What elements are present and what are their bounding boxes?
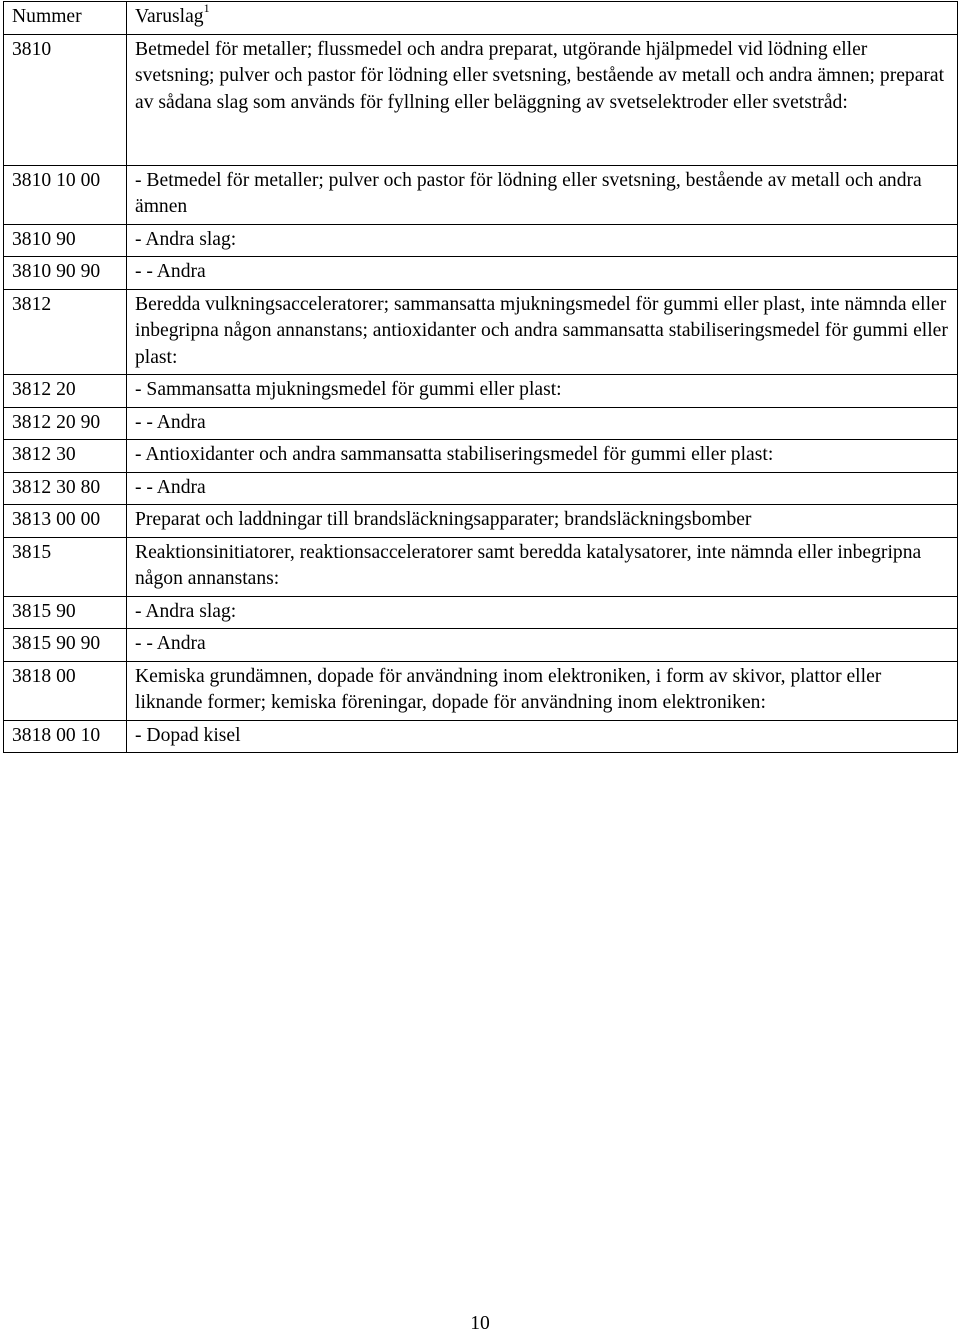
table-row (4, 165, 958, 224)
table-row (4, 537, 958, 596)
table-header-row (4, 2, 958, 35)
row-description: - Betmedel för metaller; pulver och pastor för lödning eller svetsning, bestående av metall och andra ämnen (127, 165, 958, 224)
row-number: 3815 (4, 537, 127, 596)
row-description: Reaktionsinitiatorer, reaktionsacceleratorer samt beredda katalysatorer, inte nämnda eller inbegripna någon annanstans: (127, 537, 958, 596)
row-number: 3812 20 (4, 375, 127, 408)
row-number: 3812 (4, 289, 127, 375)
row-number: 3815 90 (4, 596, 127, 629)
table-row (4, 472, 958, 505)
row-description: - Antioxidanter och andra sammansatta stabiliseringsmedel för gummi eller plast: (127, 440, 958, 473)
table-row (4, 257, 958, 290)
footnote-marker: 1 (203, 1, 210, 16)
row-description: - Andra slag: (127, 224, 958, 257)
table-row (4, 720, 958, 753)
table-row (4, 505, 958, 538)
row-number: 3813 00 00 (4, 505, 127, 538)
table-row (4, 34, 958, 165)
table-row (4, 596, 958, 629)
column-header-description-label: Varuslag (135, 6, 204, 27)
table-row (4, 629, 958, 662)
row-number: 3815 90 90 (4, 629, 127, 662)
row-number: 3818 00 (4, 661, 127, 720)
row-description: - - Andra (127, 407, 958, 440)
row-description: - - Andra (127, 629, 958, 662)
row-description: - - Andra (127, 257, 958, 290)
row-number: 3818 00 10 (4, 720, 127, 753)
table-row (4, 375, 958, 408)
row-number: 3812 30 (4, 440, 127, 473)
row-description: Preparat och laddningar till brandsläckningsapparater; brandsläckningsbomber (127, 505, 958, 538)
table-row (4, 407, 958, 440)
row-number: 3810 (4, 34, 127, 165)
row-number: 3812 30 80 (4, 472, 127, 505)
column-header-number: Nummer (4, 2, 127, 35)
table-row (4, 440, 958, 473)
row-description: Betmedel för metaller; flussmedel och andra preparat, utgörande hjälpmedel vid lödning eller svetsning; pulver och pastor för lödning eller svetsning, bestående av metall och andra ämnen; preparat av sådana slag som används för fyllning eller beläggning av svetselektroder eller svetstråd: (127, 34, 958, 165)
row-description: - - Andra (127, 472, 958, 505)
row-number: 3810 90 90 (4, 257, 127, 290)
row-description: - Andra slag: (127, 596, 958, 629)
table-row (4, 661, 958, 720)
row-description: - Dopad kisel (127, 720, 958, 753)
table-row (4, 224, 958, 257)
page-number: 10 (470, 1313, 490, 1334)
tariff-table (3, 1, 958, 753)
row-number: 3812 20 90 (4, 407, 127, 440)
column-header-description (127, 2, 958, 35)
row-number: 3810 10 00 (4, 165, 127, 224)
row-description: - Sammansatta mjukningsmedel för gummi eller plast: (127, 375, 958, 408)
row-description: Beredda vulkningsacceleratorer; sammansatta mjukningsmedel för gummi eller plast, inte nämnda eller inbegripna någon annanstans; antioxidanter och andra sammansatta stabiliseringsmedel för gummi eller plast: (127, 289, 958, 375)
table-row (4, 289, 958, 375)
row-number: 3810 90 (4, 224, 127, 257)
row-description: Kemiska grundämnen, dopade för användning inom elektroniken, i form av skivor, plattor eller liknande former; kemiska föreningar, dopade för användning inom elektroniken: (127, 661, 958, 720)
